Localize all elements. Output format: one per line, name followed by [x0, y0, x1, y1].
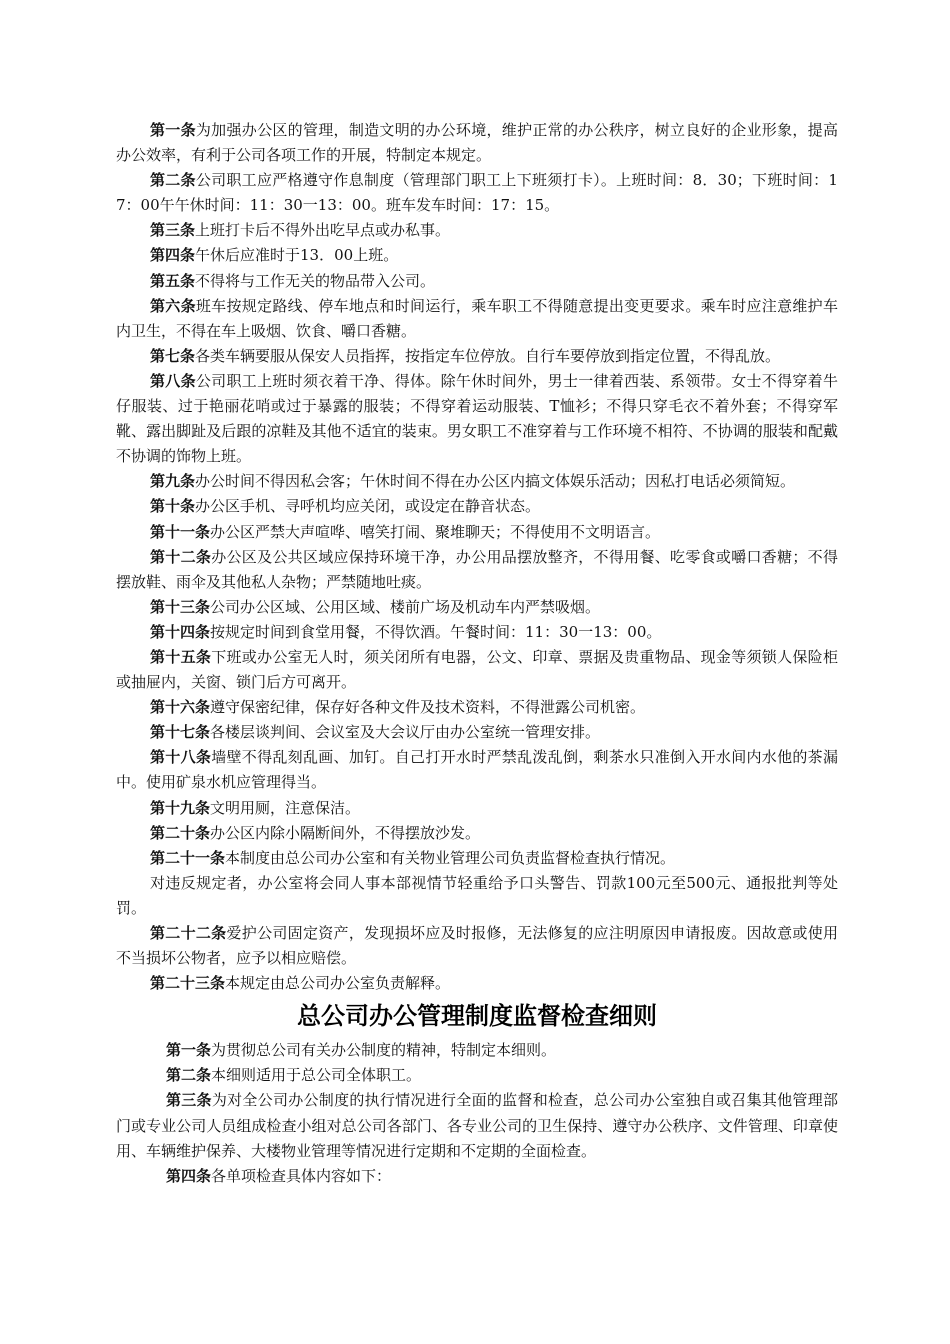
article-paragraph: [116, 796, 838, 821]
article-label: 第七条: [150, 346, 196, 365]
article-paragraph: [116, 520, 838, 545]
article-text: 各楼层谈判间、会议室及大会议厅由办公室统一管理安排。: [210, 723, 601, 742]
article-text: 为对全公司办公制度的执行情况进行全面的监督和检查，总公司办公室独自或召集其他管理部门或专业公司人员组成检查小组对总公司各部门、各专业公司的卫生保持、遵守办公秩序、文件管理、印章使用、车辆维护保养、大楼物业管理等情况进行定期和不定期的全面检查。: [116, 1091, 838, 1160]
article-label: 第十二条: [150, 547, 212, 566]
article-label: 第二条: [150, 171, 196, 190]
article-text: 办公区及公共区域应保持环境干净，办公用品摆放整齐，不得用餐、吃零食或嚼口香糖；不得摆放鞋、雨伞及其他私人杂物；严禁随地吐痰。: [116, 547, 838, 591]
article-text: 办公区严禁大声喧哗、嘻笑打闹、聚堆聊天；不得使用不文明语言。: [210, 522, 661, 541]
article-text: 本细则适用于总公司全体职工。: [211, 1066, 422, 1085]
article-text: 班车按规定路线、停车地点和时间运行，乘车职工不得随意提出变更要求。乘车时应注意维护车内卫生，不得在车上吸烟、饮食、嚼口香糖。: [116, 296, 838, 340]
article-text: 公司职工应严格遵守作息制度（管理部门职工上下班须打卡）。上班时间：8．30；下班时间：17：00午午休时间：11：30一13：00。班车发车时间：17：15。: [116, 171, 838, 215]
article-label: 第二十条: [150, 823, 211, 842]
article-label: 第五条: [150, 271, 196, 290]
article-paragraph: [116, 921, 838, 971]
article-text: 墙壁不得乱刻乱画、加钉。自己打开水时严禁乱泼乱倒，剩茶水只准倒入开水间内水他的茶漏中。使用矿泉水机应管理得当。: [116, 748, 838, 792]
article-paragraph: [116, 269, 838, 294]
article-paragraph: [116, 1063, 838, 1088]
article-paragraph: [116, 218, 838, 243]
article-label: 第三条: [150, 221, 196, 240]
article-paragraph: [116, 745, 838, 795]
article-text: 公司职工上班时须衣着干净、得体。除午休时间外，男士一律着西装、系领带。女士不得穿着牛仔服装、过于艳丽花哨或过于暴露的服装；不得穿着运动服装、T恤衫；不得只穿毛衣不着外套；不得穿军靴、露出脚趾及后跟的凉鞋及其他不适宜的装束。男女职工不准穿着与工作环境不相符、不协调的服装和配戴不协调的饰物上班。: [116, 371, 838, 466]
article-paragraph: [116, 469, 838, 494]
article-label: 第九条: [150, 472, 196, 491]
article-text: 各单项检查具体内容如下：: [211, 1166, 392, 1185]
article-paragraph: [116, 545, 838, 595]
article-paragraph: [116, 645, 838, 695]
article-text: 午休后应准时于13．00上班。: [195, 246, 399, 265]
article-paragraph: [116, 118, 838, 168]
article-paragraph: [116, 1038, 838, 1063]
article-text: 办公区手机、寻呼机均应关闭，或设定在静音状态。: [195, 497, 541, 516]
article-paragraph: [116, 1088, 838, 1163]
article-paragraph: [116, 595, 838, 620]
article-paragraph: [116, 1164, 838, 1189]
article-label: 第十条: [150, 497, 196, 516]
article-label: 第一条: [166, 1041, 212, 1060]
article-paragraph: [116, 821, 838, 846]
article-text: 办公区内除小隔断间外，不得摆放沙发。: [210, 823, 481, 842]
article-label: 第二十二条: [150, 924, 227, 942]
article-label: 第三条: [166, 1091, 212, 1110]
article-label: 第六条: [150, 296, 196, 315]
article-paragraph: [116, 344, 838, 369]
article-paragraph: [116, 720, 838, 745]
article-label: 第十五条: [150, 647, 212, 666]
article-paragraph: [116, 695, 838, 720]
article-paragraph: [116, 369, 838, 469]
article-text: 上班打卡后不得外出吃早点或办私事。: [195, 221, 451, 240]
article-paragraph: [116, 971, 838, 996]
article-label: 第十九条: [150, 798, 211, 817]
article-paragraph: [116, 846, 838, 871]
article-label: 第十六条: [150, 698, 211, 717]
document-body: [116, 118, 838, 1189]
article-label: 第十八条: [150, 748, 212, 767]
article-text: 对违反规定者，办公室将会同人事本部视情节轻重给予口头警告、罚款100元至500元、通报批判等处罚。: [116, 873, 838, 917]
article-label: 第十一条: [150, 522, 211, 541]
article-label: 第二条: [166, 1066, 212, 1085]
article-text: 各类车辆要服从保安人员指挥，按指定车位停放。自行车要停放到指定位置，不得乱放。: [195, 346, 781, 365]
article-text: 为加强办公区的管理，制造文明的办公环境，维护正常的办公秩序，树立良好的企业形象，提高办公效率，有利于公司各项工作的开展，特制定本规定。: [116, 121, 838, 165]
article-paragraph: [116, 168, 838, 218]
article-text: 本制度由总公司办公室和有关物业管理公司负责监督检查执行情况。: [225, 848, 676, 867]
article-label: 第二十一条: [150, 848, 226, 867]
article-text: 为贯彻总公司有关办公制度的精神，特制定本细则。: [211, 1041, 557, 1060]
article-text: 爱护公司固定资产，发现损坏应及时报修，无法修复的应注明原因申请报废。因故意或使用不当损坏公物者，应予以相应赔偿。: [116, 924, 838, 968]
office-regulations-section: [116, 118, 838, 996]
article-label: 第四条: [150, 246, 196, 265]
article-paragraph: [116, 620, 838, 645]
article-text: 按规定时间到食堂用餐，不得饮酒。午餐时间：11：30一13：00。: [210, 622, 662, 641]
inspection-rules-section: [116, 1038, 838, 1189]
article-label: 第十七条: [150, 723, 211, 742]
article-text: 文明用厕，注意保洁。: [210, 798, 361, 817]
article-label: 第一条: [150, 121, 196, 139]
article-text: 下班或办公室无人时，须关闭所有电器，公文、印章、票据及贵重物品、现金等须锁人保险柜或抽屉内，关窗、锁门后方可离开。: [116, 647, 838, 692]
article-paragraph: [116, 294, 838, 344]
article-label: 第十三条: [150, 597, 211, 616]
article-label: 第八条: [150, 371, 196, 390]
article-paragraph: [116, 243, 838, 268]
article-label: 第四条: [166, 1166, 212, 1185]
article-text: 遵守保密纪律，保存好各种文件及技术资料，不得泄露公司机密。: [210, 698, 646, 717]
article-paragraph: [116, 494, 838, 519]
article-text: 办公时间不得因私会客；午休时间不得在办公区内搞文体娱乐活动；因私打电话必须简短。: [195, 472, 796, 491]
article-text: 本规定由总公司办公室负责解释。: [225, 974, 451, 993]
article-text: 公司办公区域、公用区域、楼前广场及机动车内严禁吸烟。: [210, 597, 601, 616]
article-label: 第二十三条: [150, 974, 226, 993]
article-text: 不得将与工作无关的物品带入公司。: [195, 271, 436, 290]
section-heading: 总公司办公管理制度监督检查细则: [297, 1002, 657, 1031]
article-label: 第十四条: [150, 622, 211, 641]
article-paragraph: [116, 871, 838, 921]
